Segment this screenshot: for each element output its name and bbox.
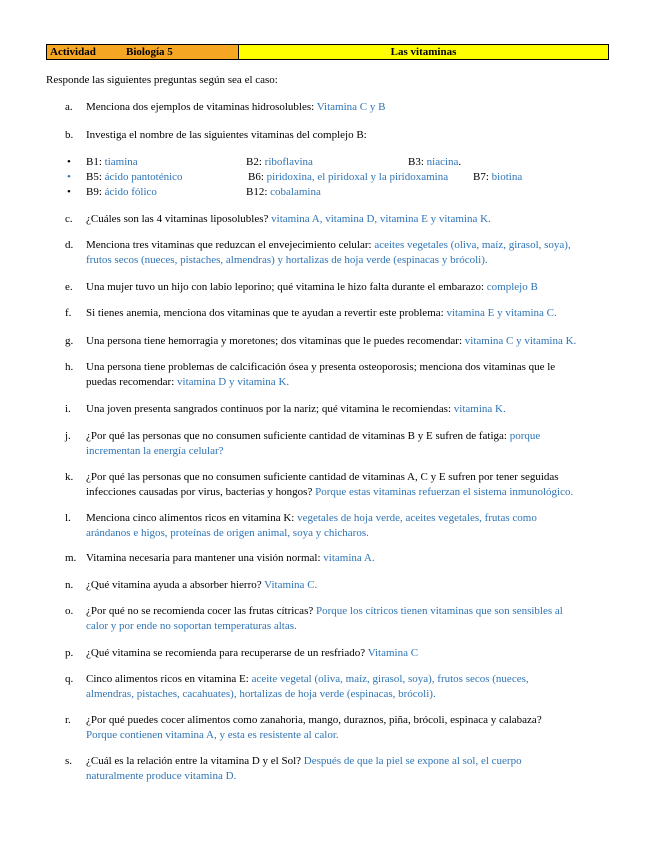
question-q-text: Cinco alimentos ricos en vitamina E: [86, 673, 252, 685]
question-h-text: Una persona tiene problemas de calcificación ósea y presenta osteoporosis; menciona dos vitaminas que le [86, 361, 556, 373]
question-e-line [86, 280, 538, 295]
question-p-answer: Vitamina C [367, 647, 419, 659]
question-r-line [86, 728, 542, 743]
bullet-icon: • [67, 156, 71, 168]
question-g-marker: g. [65, 335, 74, 347]
question-d-line [86, 238, 571, 253]
question-a-answer: Vitamina C y B [316, 101, 386, 113]
vitamin-b9 [86, 185, 157, 200]
vitamin-name: biotina [491, 171, 523, 183]
vitamin-name: ácido pantoténico [104, 171, 183, 183]
question-d-marker: d. [65, 239, 74, 251]
question-l-line [86, 511, 537, 526]
question-h-line [86, 360, 555, 375]
question-k-body [86, 470, 573, 500]
question-i-body [86, 402, 506, 417]
question-k-marker: k. [65, 471, 74, 483]
question-h-answer: vitamina D y vitamina K. [177, 376, 290, 388]
question-g-answer: vitamina C y vitamina K. [464, 335, 577, 347]
question-h-body [86, 360, 555, 390]
vitamin-b2 [246, 155, 313, 170]
question-m-answer: vitamina A. [323, 552, 375, 564]
question-g-line [86, 334, 576, 349]
question-f-marker: f. [65, 307, 72, 319]
question-s-line [86, 754, 522, 769]
question-r-marker: r. [65, 714, 71, 726]
vitamin-label: B7: [473, 171, 492, 183]
question-q-line [86, 672, 529, 687]
vitamin-list-row [0, 170, 655, 185]
question-o-answer: Porque los cítricos tienen vitaminas que son sensibles al [315, 605, 563, 617]
activity-label: Actividad [50, 46, 96, 58]
question-s-answer: Después de que la piel se expone al sol, el cuerpo [303, 755, 522, 767]
vitamin-b3 [408, 155, 461, 170]
question-o-line [86, 619, 563, 634]
question-c-answer: vitamina A, vitamina D, vitamina E y vitamina K. [271, 213, 491, 225]
question-h-line [86, 375, 555, 390]
question-n-line [86, 578, 317, 593]
bullet-icon: • [67, 171, 71, 183]
vitamin-label: B9: [86, 186, 105, 198]
vitamin-label: B5: [86, 171, 105, 183]
question-r-body [86, 713, 542, 743]
question-b-body [86, 128, 367, 143]
question-d-answer: aceites vegetales (oliva, maíz, girasol, soya), [374, 239, 571, 251]
question-q-answer: almendras, pistaches, cacahuates), hortalizas de hoja verde (espinacas, brócoli). [86, 688, 436, 700]
vitamin-label: B6: [248, 171, 267, 183]
vitamin-b6 [248, 170, 448, 185]
question-k-text: infecciones causadas por virus, bacterias y hongos? [86, 486, 316, 498]
question-s-text: ¿Cuál es la relación entre la vitamina D y el Sol? [86, 755, 304, 767]
question-d-answer: frutos secos (nueces, pistaches, almendras) y hortalizas de hoja verde (espinacas y brócoli). [86, 254, 488, 266]
question-d-text: Menciona tres vitaminas que reduzcan el envejecimiento celular: [86, 239, 375, 251]
vitamin-name: tiamina [104, 156, 138, 168]
question-r-answer: Porque contienen vitamina A, y esta es resistente al calor. [86, 729, 339, 741]
question-i-line [86, 402, 506, 417]
bullet-icon: • [67, 186, 71, 198]
question-p-line [86, 646, 418, 661]
question-n-body [86, 578, 317, 593]
vitamin-name: ácido fólico [104, 186, 157, 198]
question-r-line [86, 713, 542, 728]
question-g-body [86, 334, 576, 349]
question-n-marker: n. [65, 579, 74, 591]
vitamin-b5 [86, 170, 183, 185]
question-o-text: ¿Por qué no se recomienda cocer las frutas cítricas? [86, 605, 316, 617]
question-l-line [86, 526, 537, 541]
vitamin-name: cobalamina [270, 186, 321, 198]
question-f-text: Si tienes anemia, menciona dos vitaminas que te ayudan a revertir este problema: [86, 307, 447, 319]
question-a-line [86, 100, 385, 115]
vitamin-b7 [473, 170, 522, 185]
question-h-text: puedas recomendar: [86, 376, 178, 388]
question-o-marker: o. [65, 605, 74, 617]
question-o-line [86, 604, 563, 619]
question-o-body [86, 604, 563, 634]
question-a-body [86, 100, 385, 115]
question-i-answer: vitamina K. [453, 403, 506, 415]
question-i-text: Una joven presenta sangrados continuos por la nariz; qué vitamina le recomiendas: [86, 403, 454, 415]
vitamin-suffix: . [458, 156, 462, 168]
header-table [46, 44, 609, 60]
question-c-body [86, 212, 491, 227]
question-s-marker: s. [65, 755, 73, 767]
subject-label: Biología 5 [126, 46, 173, 58]
vitamin-name: piridoxina, el piridoxal y la piridoxamina [266, 171, 449, 183]
question-m-text: Vitamina necesaria para mantener una visión normal: [86, 552, 324, 564]
question-k-line [86, 485, 573, 500]
question-p-text: ¿Qué vitamina se recomienda para recuperarse de un resfriado? [86, 647, 368, 659]
question-n-answer: Vitamina C. [264, 579, 318, 591]
question-s-line [86, 769, 522, 784]
question-q-answer: aceite vegetal (oliva, maíz, girasol, soya), frutos secos (nueces, [251, 673, 529, 685]
vitamin-name: riboflavina [264, 156, 313, 168]
question-l-body [86, 511, 537, 541]
question-j-answer: porque [509, 430, 541, 442]
question-m-marker: m. [65, 552, 77, 564]
question-j-line [86, 429, 540, 444]
header-activity-cell [47, 45, 239, 59]
question-a-marker: a. [65, 101, 73, 113]
question-f-body [86, 306, 557, 321]
question-h-marker: h. [65, 361, 74, 373]
question-f-line [86, 306, 557, 321]
question-p-marker: p. [65, 647, 74, 659]
question-c-text: ¿Cuáles son las 4 vitaminas liposolubles? [86, 213, 272, 225]
question-l-answer: arándanos e higos, proteínas de origen animal, soya y chicharos. [86, 527, 369, 539]
question-e-body [86, 280, 538, 295]
question-k-text: ¿Por qué las personas que no consumen suficiente cantidad de vitaminas A, C y E sufren por tener seguidas [86, 471, 559, 483]
header-topic-cell [239, 45, 608, 59]
question-s-answer: naturalmente produce vitamina D. [86, 770, 237, 782]
question-l-answer: vegetales de hoja verde, aceites vegetales, frutas como [297, 512, 537, 524]
question-f-answer: vitamina E y vitamina C. [446, 307, 557, 319]
question-e-text: Una mujer tuvo un hijo con labio leporino; qué vitamina le hizo falta durante el embarazo: [86, 281, 487, 293]
instructions: Responde las siguientes preguntas según sea el caso: [46, 74, 278, 86]
vitamin-label: B1: [86, 156, 105, 168]
vitamin-name: niacina [426, 156, 459, 168]
question-o-answer: calor y por ende no soportan temperaturas altas. [86, 620, 297, 632]
question-q-line [86, 687, 529, 702]
question-d-line [86, 253, 571, 268]
question-j-marker: j. [65, 430, 71, 442]
vitamin-label: B2: [246, 156, 265, 168]
topic-title: Las vitaminas [390, 46, 457, 58]
question-g-text: Una persona tiene hemorragia y moretones; dos vitaminas que le puedes recomendar: [86, 335, 465, 347]
question-b-text: Investiga el nombre de las siguientes vitaminas del complejo B: [86, 129, 367, 141]
question-j-body [86, 429, 540, 459]
question-e-answer: complejo B [486, 281, 538, 293]
question-l-marker: l. [65, 512, 71, 524]
question-b-line [86, 128, 367, 143]
question-k-line [86, 470, 573, 485]
question-m-line [86, 551, 375, 566]
question-l-text: Menciona cinco alimentos ricos en vitamina K: [86, 512, 298, 524]
vitamin-b1 [86, 155, 138, 170]
vitamin-list-row [0, 155, 655, 170]
question-b-marker: b. [65, 129, 74, 141]
question-q-marker: q. [65, 673, 74, 685]
question-m-body [86, 551, 375, 566]
question-j-line [86, 444, 540, 459]
question-j-answer: incrementan la energía celular? [86, 445, 224, 457]
question-r-text: ¿Por qué puedes cocer alimentos como zanahoria, mango, duraznos, piña, brócoli, espinaca y calabaza? [86, 714, 542, 726]
question-n-text: ¿Qué vitamina ayuda a absorber hierro? [86, 579, 265, 591]
vitamin-b12 [246, 185, 321, 200]
vitamin-label: B3: [408, 156, 427, 168]
question-q-body [86, 672, 529, 702]
question-e-marker: e. [65, 281, 73, 293]
question-c-marker: c. [65, 213, 73, 225]
question-a-text: Menciona dos ejemplos de vitaminas hidrosolubles: [86, 101, 317, 113]
question-c-line [86, 212, 491, 227]
question-k-answer: Porque estas vitaminas refuerzan el sistema inmunológico. [315, 486, 574, 498]
vitamin-list-row [0, 185, 655, 200]
question-i-marker: i. [65, 403, 71, 415]
question-j-text: ¿Por qué las personas que no consumen suficiente cantidad de vitaminas B y E sufren de fatiga: [86, 430, 510, 442]
question-p-body [86, 646, 418, 661]
vitamin-label: B12: [246, 186, 271, 198]
question-d-body [86, 238, 571, 268]
question-s-body [86, 754, 522, 784]
